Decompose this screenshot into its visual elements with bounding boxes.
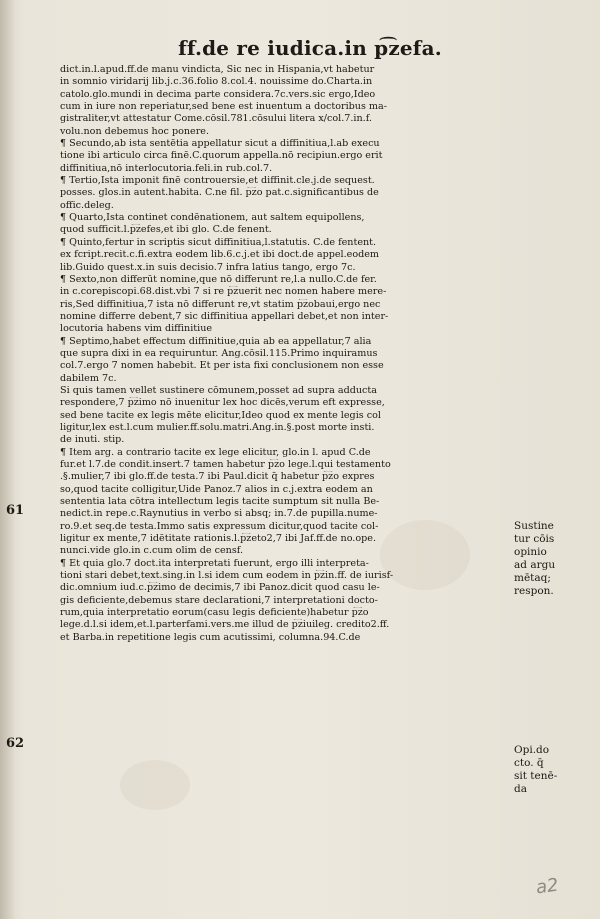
text-line: et Barba.in repetitione legis cum acutissimi, columna.94.C.de (60, 631, 361, 643)
text-line: .§.mulier,7 ibi glo.ff.de testa.7 ibi Paul.dicit q̄ habetur p͡zo expres (60, 471, 375, 483)
text-line: cum in iure non reperiatur,sed bene est inuentum a doctoribus ma- (60, 101, 387, 113)
side-note-line: tur cōis (514, 533, 555, 545)
text-line: ¶ Secundo,ab ista sentētia appellatur sicut a diffinitiua,l.ab execu (60, 138, 380, 150)
text-line: dabilem 7c. (60, 372, 117, 384)
text-line: ligitur,lex est.l.cum mulier.ff.solu.matri.Ang.in.§.post morte insti. (60, 421, 375, 433)
text-line: tione ibi articulo circa finē.C.quorum appella.nō recipiun.ergo erit (60, 150, 383, 162)
text-line: de inuti. stip. (60, 434, 125, 446)
text-line: catolo.glo.mundi in decima parte considera.7c.vers.sic ergo,Ideo (60, 88, 376, 100)
text-line: gis deficiente,debemus stare declarationi,7 interpretationi docto- (60, 594, 378, 606)
text-line: col.7.ergo 7 nomen habebit. Et per ista fixi conclusionem non esse (60, 360, 384, 372)
side-note (514, 744, 584, 796)
text-line: ligitur ex mente,7 idētitate rationis.l.p͡zeto2,7 ibi Jaf.ff.de no.ope. (60, 533, 376, 545)
running-heading: ff.de re iudica.in p͡zefa. (178, 36, 442, 60)
text-line: locutoria habens vim diffinitiue (60, 323, 213, 335)
side-note-line: ad argu (514, 559, 556, 571)
text-line: in c.corepiscopi.68.dist.vbi 7 si re p͡zuerit nec nomen habere mere- (60, 286, 387, 298)
text-line: dic.omnium iud.c.p͡zimo de decimis,7 ibi Panoz.dicit quod casu le- (60, 582, 380, 594)
text-line: ex fcript.recit.c.fi.extra eodem lib.6.c.j.et ibi doct.de appel.eodem (60, 249, 380, 261)
text-line: Si quis tamen vellet sustinere cōmunem,posset ad supra adducta (60, 384, 377, 396)
side-note (514, 520, 584, 598)
text-line: quod sufficit.l.p͡zefes,et ibi glo. C.de fenent. (60, 224, 272, 236)
text-line: ¶ Sexto,non differūt nomine,que nō differunt re,l.a nullo.C.de fer. (60, 273, 377, 285)
text-line: ¶ Septimo,habet effectum diffinitiue,quia ab ea appellatur,7 alia (60, 335, 372, 347)
text-line: ris,Sed diffinitiua,7 ista nō differunt re,vt statim p͡zobaui,ergo nec (60, 298, 381, 310)
text-line: rum,quia interpretatio eorum(casu legis deficiente)habetur p͡zo (60, 607, 369, 619)
text-line: in somnio viridarij lib.j.c.36.folio 8.col.4. nouissime do.Charta.in (60, 76, 373, 88)
text-line: diffinitiua,nō interlocutoria.feli.in rub.col.7. (60, 162, 273, 174)
text-line: ¶ Quarto,Ista continet condēnationem, aut saltem equipollens, (60, 212, 365, 224)
text-line: fur.et l.7.de condit.insert.7 tamen habetur p͡zo lege.l.qui testamento (60, 459, 391, 470)
side-note-line: sit tenē- (514, 770, 558, 782)
text-line: ¶ Et quia glo.7 doct.ita interpretati fuerunt, ergo illi interpreta- (60, 557, 369, 569)
text-line: respondere,7 p͡zimo nō inuenitur lex hoc dicēs,verum eft expresse, (60, 397, 385, 409)
text-line: ¶ Item arg. a contrario tacite ex lege elicitur, glo.in l. apud C.de (60, 446, 371, 458)
text-line: volu.non debemus hoc ponere. (60, 125, 210, 137)
side-note-line: Sustine (514, 520, 554, 532)
pencil-folio-mark: a2 (534, 874, 560, 899)
text-line: lege.d.l.si idem,et.l.parterfami.vers.me illud de p͡ziuileg. credito2.ff. (60, 619, 390, 631)
text-line: dict.in.l.apud.ff.de manu vindicta, Sic nec in Hispania,vt habetur (60, 64, 375, 75)
text-line: sententia lata cōtra intellectum legis tacite sumptum sit nulla Be- (60, 496, 380, 508)
margin-number: 62 (6, 736, 25, 751)
side-note-line: respon. (514, 585, 554, 597)
text-line: sed bene tacite ex legis mēte elicitur,Ideo quod ex mente legis col (60, 409, 381, 421)
text-line: tioni stari debet,text.sing.in l.si idem cum eodem in p͡zin.ff. de iurisf- (60, 570, 394, 582)
text-line: ¶ Tertio,Ista imponit finē controuersie,et diffinit.cle.j.de sequest. (60, 175, 375, 187)
text-line: offic.deleg. (60, 199, 114, 211)
text-line: gistraliter,vt attestatur Come.cōsil.781.cōsului litera x/col.7.in.f. (60, 113, 372, 125)
text-line: ¶ Quinto,fertur in scriptis sicut diffinitiua,l.statutis. C.de fentent. (60, 236, 377, 248)
side-note-line: mētaq; (514, 572, 551, 584)
page-gutter-shadow (0, 0, 14, 919)
margin-number: 61 (6, 503, 25, 518)
text-line: nomine differre debent,7 sic diffinitiua appellari debet,et non inter- (60, 310, 389, 322)
side-note-line: da (514, 783, 527, 795)
text-line: nunci.vide glo.in c.cum olim de censf. (60, 545, 244, 557)
text-line: nedict.in repe.c.Raynutius in verbo si absq; in.7.de pupilla.nume- (60, 508, 378, 520)
text-line: posses. glos.in autent.habita. C.ne fil. p͡zo pat.c.significantibus de (60, 187, 379, 199)
paper-stain (120, 760, 190, 810)
text-line: so,quod tacite colligitur,Uide Panoz.7 alios in c.j.extra eodem an (60, 483, 373, 495)
side-note-line: opinio (514, 546, 547, 558)
main-text-block (60, 64, 508, 644)
text-line: que supra dixi in ea requiruntur. Ang.cōsil.115.Primo inquiramus (60, 347, 378, 359)
side-note-line: Opi.do (514, 744, 550, 756)
text-line: lib.Guido quest.x.in suis decisio.7 infra latius tango, ergo 7c. (60, 261, 356, 273)
side-note-line: cto. q̄ (514, 757, 544, 769)
text-line: ro.9.et seq.de testa.Immo satis expressum dicitur,quod tacite col- (60, 520, 379, 532)
